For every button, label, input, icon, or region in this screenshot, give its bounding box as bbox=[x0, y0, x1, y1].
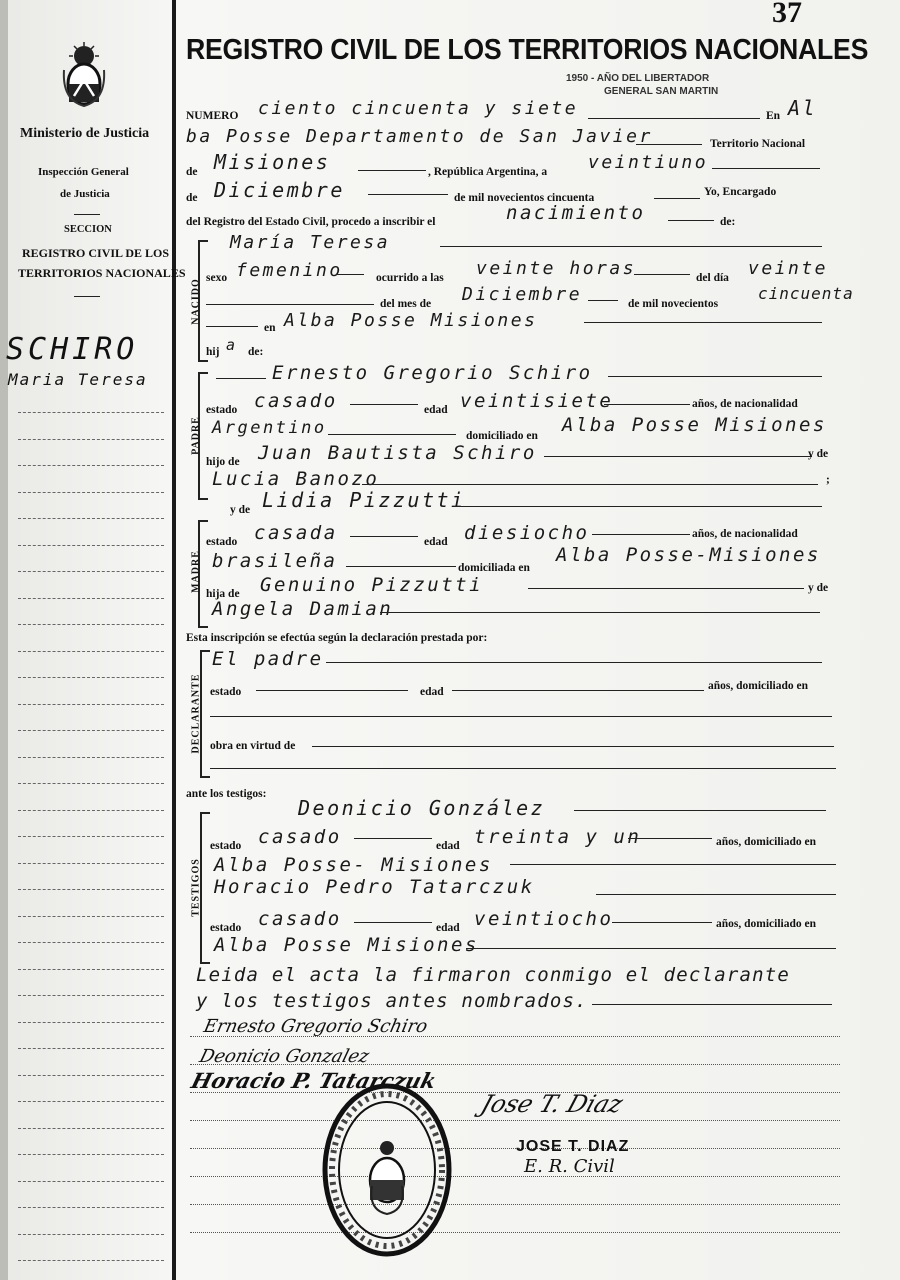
sidebar-rule-line bbox=[18, 598, 164, 599]
fill-line bbox=[326, 662, 822, 663]
sidebar-rule-line bbox=[18, 1207, 164, 1208]
sidebar-rule-line bbox=[18, 942, 164, 943]
sidebar-rule-line bbox=[18, 1234, 164, 1235]
entry-lugar: ba Posse Departamento de San Javier bbox=[186, 126, 653, 147]
fill-line bbox=[604, 404, 690, 405]
sidebar-rule-line bbox=[18, 439, 164, 440]
entry-dia: veintiuno bbox=[588, 152, 709, 173]
fill-line bbox=[628, 838, 712, 839]
entry-mes: Diciembre bbox=[214, 178, 345, 202]
sidebar-inspection-1: Inspección General bbox=[38, 166, 129, 178]
label-de-colon: de: bbox=[720, 216, 736, 228]
entry-padre-edad: veintisiete bbox=[460, 390, 614, 412]
fill-line bbox=[362, 484, 818, 485]
label-declarante: DECLARANTE bbox=[190, 673, 202, 754]
fill-line bbox=[206, 304, 374, 305]
entry-madre-estado: casada bbox=[254, 522, 338, 544]
entry-padre: Ernesto Gregorio Schiro bbox=[272, 362, 593, 384]
label-hija-de-madre: hija de bbox=[206, 588, 240, 600]
label-edad-declarante: edad bbox=[420, 686, 444, 698]
label-del-mes: del mes de bbox=[380, 298, 432, 310]
sidebar-inspection-2: de Justicia bbox=[60, 188, 110, 200]
label-sexo: sexo bbox=[206, 272, 228, 284]
entry-testigo1-dom: Alba Posse- Misiones bbox=[214, 854, 493, 876]
signature-rule bbox=[190, 1204, 840, 1205]
declarante-bracket bbox=[200, 650, 210, 778]
label-anios-nac-madre: años, de nacionalidad bbox=[692, 528, 798, 540]
entry-testigo1: Deonicio González bbox=[298, 796, 546, 820]
closing-line-1: Leida el acta la firmaron conmigo el declarante bbox=[196, 964, 791, 986]
book-binding bbox=[0, 0, 8, 1280]
fill-line bbox=[206, 326, 258, 327]
fill-line bbox=[596, 894, 836, 895]
label-anios-dom-t2: años, domiciliado en bbox=[716, 918, 817, 930]
margin-divider bbox=[172, 0, 176, 1280]
fill-line bbox=[466, 948, 836, 949]
entry-lugar-nac: Alba Posse Misiones bbox=[284, 310, 538, 331]
label-anios-dom-t1: años, domiciliado en bbox=[716, 836, 817, 848]
sidebar-rule-line bbox=[18, 916, 164, 917]
fill-line bbox=[350, 536, 418, 537]
entry-hora: veinte horas bbox=[476, 258, 637, 279]
sidebar-divider-2 bbox=[74, 296, 100, 297]
official-seal bbox=[322, 1082, 452, 1258]
sidebar-ministry: Ministerio de Justicia bbox=[20, 126, 150, 141]
fill-line bbox=[312, 746, 834, 747]
label-estado-t1: estado bbox=[210, 840, 242, 852]
sidebar-divider bbox=[74, 214, 100, 215]
label-de-mes: de bbox=[186, 192, 198, 204]
sidebar-rule-line bbox=[18, 492, 164, 493]
signature-father: Ernesto Gregorio Schiro bbox=[201, 1016, 430, 1037]
label-y-de-madre-2: y de bbox=[808, 582, 829, 594]
entry-madre-padre: Genuino Pizzutti bbox=[260, 574, 484, 596]
entry-padre-padre: Juan Bautista Schiro bbox=[258, 442, 537, 464]
sidebar-registry-1: REGISTRO CIVIL DE LOS bbox=[22, 246, 170, 260]
label-nacido: NACIDO bbox=[190, 278, 202, 325]
sidebar-rule-line bbox=[18, 969, 164, 970]
sidebar-rule-line bbox=[18, 757, 164, 758]
entry-testigo2-dom: Alba Posse Misiones bbox=[214, 934, 479, 956]
entry-anio-nac: cincuenta bbox=[758, 284, 854, 303]
signature-witness-2: Horacio P. Tatarczuk bbox=[188, 1068, 440, 1093]
officer-name: JOSE T. DIAZ bbox=[516, 1138, 630, 1155]
entry-testigo2-edad: veintiocho bbox=[474, 908, 614, 930]
entry-declarante: El padre bbox=[212, 648, 324, 670]
entry-acto: nacimiento bbox=[506, 202, 646, 224]
fill-line bbox=[216, 378, 266, 379]
fill-line bbox=[592, 1004, 832, 1005]
fill-line bbox=[328, 434, 456, 435]
entry-territorio: Misiones bbox=[214, 150, 331, 174]
label-de-hijo: de: bbox=[248, 346, 264, 358]
fill-line bbox=[256, 690, 408, 691]
sidebar-rule-line bbox=[18, 412, 164, 413]
label-y-de-padre: y de bbox=[808, 448, 829, 460]
sidebar-rule-line bbox=[18, 783, 164, 784]
signature-witness-1: Deonicio Gonzalez bbox=[197, 1046, 372, 1067]
fill-line bbox=[528, 588, 804, 589]
sidebar-rule-line bbox=[18, 1181, 164, 1182]
signature-rule bbox=[190, 1232, 840, 1233]
sidebar-rule-line bbox=[18, 810, 164, 811]
entry-madre-nac: brasileña bbox=[212, 550, 338, 572]
sidebar-rule-line bbox=[18, 518, 164, 519]
entry-testigo1-edad: treinta y un bbox=[474, 826, 642, 848]
entry-madre-madre: Angela Damian bbox=[212, 598, 394, 620]
label-hijo-de-padre: hijo de bbox=[206, 456, 240, 468]
label-estado-t2: estado bbox=[210, 922, 242, 934]
fill-line bbox=[588, 118, 760, 119]
signature-rule bbox=[190, 1148, 840, 1149]
label-y-de-madre: y de bbox=[230, 504, 251, 516]
entry-sexo: femenino bbox=[236, 260, 343, 281]
signature-rule bbox=[190, 1176, 840, 1177]
label-de: de bbox=[186, 166, 198, 178]
fill-line bbox=[354, 838, 432, 839]
label-obra: obra en virtud de bbox=[210, 740, 296, 752]
label-en: En bbox=[766, 110, 781, 122]
fill-line bbox=[668, 220, 714, 221]
fill-line bbox=[654, 198, 700, 199]
entry-testigo2-estado: casado bbox=[258, 908, 342, 930]
sidebar-rule-line bbox=[18, 465, 164, 466]
entry-padre-estado: casado bbox=[254, 390, 338, 412]
sidebar-rule-line bbox=[18, 1101, 164, 1102]
entry-nombre: María Teresa bbox=[230, 232, 391, 253]
label-dom-padre: domiciliado en bbox=[466, 430, 538, 442]
label-madre: MADRE bbox=[190, 550, 202, 593]
sidebar-section: SECCION bbox=[64, 224, 112, 235]
fill-line bbox=[634, 274, 690, 275]
signature-rule bbox=[190, 1120, 840, 1121]
sidebar-rule-line bbox=[18, 1128, 164, 1129]
label-dom-madre: domiciliada en bbox=[458, 562, 530, 574]
label-de-mil-nov: de mil novecientos bbox=[628, 298, 719, 310]
label-territorio: Territorio Nacional bbox=[710, 138, 806, 150]
page-number: 37 bbox=[772, 0, 802, 29]
entry-padre-madre: Lucia Banozo bbox=[212, 468, 380, 490]
label-ante: ante los testigos: bbox=[186, 788, 267, 800]
entry-numero: ciento cincuenta y siete bbox=[258, 98, 579, 119]
fill-line bbox=[592, 534, 690, 535]
sidebar-rule-line bbox=[18, 677, 164, 678]
label-edad-madre: edad bbox=[424, 536, 448, 548]
coat-of-arms-icon bbox=[60, 40, 108, 110]
sidebar-rule-line bbox=[18, 624, 164, 625]
fill-line bbox=[368, 194, 448, 195]
label-edad-t1: edad bbox=[436, 840, 460, 852]
sidebar-rule-line bbox=[18, 545, 164, 546]
fill-line bbox=[588, 300, 618, 301]
label-republica: , República Argentina, a bbox=[428, 166, 548, 178]
label-padre: PADRE bbox=[190, 416, 202, 455]
label-edad-padre: edad bbox=[424, 404, 448, 416]
label-de-mil: de mil novecientos cincuenta bbox=[454, 192, 595, 204]
testigos-bracket bbox=[200, 812, 210, 964]
label-ocurrido: ocurrido a las bbox=[376, 272, 444, 284]
fill-line bbox=[336, 274, 364, 275]
label-estado-madre: estado bbox=[206, 536, 238, 548]
commemorative-stamp-1: 1950 - AÑO DEL LIBERTADOR bbox=[566, 73, 710, 84]
entry-hij-sufijo: a bbox=[226, 336, 238, 354]
fill-line bbox=[210, 768, 836, 769]
sidebar-rule-line bbox=[18, 1048, 164, 1049]
page-title: REGISTRO CIVIL DE LOS TERRITORIOS NACIONALES bbox=[186, 34, 869, 66]
sidebar-rule-line bbox=[18, 995, 164, 996]
sidebar-rule-line bbox=[18, 1075, 164, 1076]
sidebar-rule-line bbox=[18, 1022, 164, 1023]
signature-officer: Jose T. Diaz bbox=[477, 1090, 627, 1118]
entry-madre: Lidia Pizzutti bbox=[262, 488, 466, 512]
entry-testigo1-estado: casado bbox=[258, 826, 342, 848]
entry-padre-nac: Argentino bbox=[212, 418, 327, 438]
fill-line bbox=[712, 168, 820, 169]
sidebar-rule-line bbox=[18, 651, 164, 652]
label-registro: del Registro del Estado Civil, procedo a inscribir el bbox=[186, 216, 436, 228]
fill-line bbox=[358, 170, 426, 171]
fill-line bbox=[510, 864, 836, 865]
label-estado-padre: estado bbox=[206, 404, 238, 416]
label-del-dia: del día bbox=[696, 272, 729, 284]
fill-line bbox=[544, 456, 812, 457]
fill-line bbox=[574, 810, 826, 811]
officer-title: E. R. Civil bbox=[524, 1156, 615, 1177]
entry-madre-edad: diesiocho bbox=[464, 522, 590, 544]
fill-line bbox=[380, 612, 820, 613]
entry-en-a: Al bbox=[788, 96, 818, 120]
label-yo: Yo, Encargado bbox=[704, 186, 777, 198]
sidebar-rule-line bbox=[18, 836, 164, 837]
fill-line bbox=[440, 246, 822, 247]
entry-mes-nac: Diciembre bbox=[462, 284, 583, 305]
entry-padre-dom: Alba Posse Misiones bbox=[562, 414, 827, 436]
label-estado-declarante: estado bbox=[210, 686, 242, 698]
fill-line bbox=[350, 404, 418, 405]
sidebar-registry-2: TERRITORIOS NACIONALES bbox=[18, 266, 186, 280]
label-en-lugar: en bbox=[264, 322, 276, 334]
sidebar-surname: SCHIRO bbox=[6, 332, 139, 367]
fill-line bbox=[584, 322, 822, 323]
closing-line-2: y los testigos antes nombrados. bbox=[196, 990, 588, 1012]
commemorative-stamp-2: GENERAL SAN MARTIN bbox=[604, 86, 719, 97]
entry-madre-dom: Alba Posse-Misiones bbox=[556, 544, 821, 566]
fill-line bbox=[608, 376, 822, 377]
fill-line bbox=[636, 144, 702, 145]
label-anios-nac-padre: años, de nacionalidad bbox=[692, 398, 798, 410]
fill-line bbox=[612, 922, 712, 923]
sidebar-rule-line bbox=[18, 704, 164, 705]
fill-line bbox=[354, 922, 432, 923]
label-anios-dom-declarante: años, domiciliado en bbox=[708, 680, 809, 692]
label-edad-t2: edad bbox=[436, 922, 460, 934]
sidebar-rule-line bbox=[18, 1260, 164, 1261]
entry-testigo2: Horacio Pedro Tatarczuk bbox=[214, 876, 535, 898]
sidebar-rule-line bbox=[18, 571, 164, 572]
sidebar-rule-line bbox=[18, 863, 164, 864]
fill-line bbox=[210, 716, 832, 717]
sidebar-rule-line bbox=[18, 889, 164, 890]
label-testigos: TESTIGOS bbox=[190, 858, 202, 917]
fill-line bbox=[346, 566, 456, 567]
entry-dia-nac: veinte bbox=[748, 258, 829, 279]
label-hijo: hij bbox=[206, 346, 220, 358]
fill-line bbox=[452, 690, 704, 691]
label-esta-inscripcion: Esta inscripción se efectúa según la declaración prestada por: bbox=[186, 632, 488, 644]
label-numero: NUMERO bbox=[186, 110, 239, 122]
sidebar-rule-line bbox=[18, 1154, 164, 1155]
label-semicolon: ; bbox=[826, 474, 830, 486]
sidebar-rule-line bbox=[18, 730, 164, 731]
fill-line bbox=[454, 506, 822, 507]
sidebar-given-name: Maria Teresa bbox=[8, 370, 148, 389]
